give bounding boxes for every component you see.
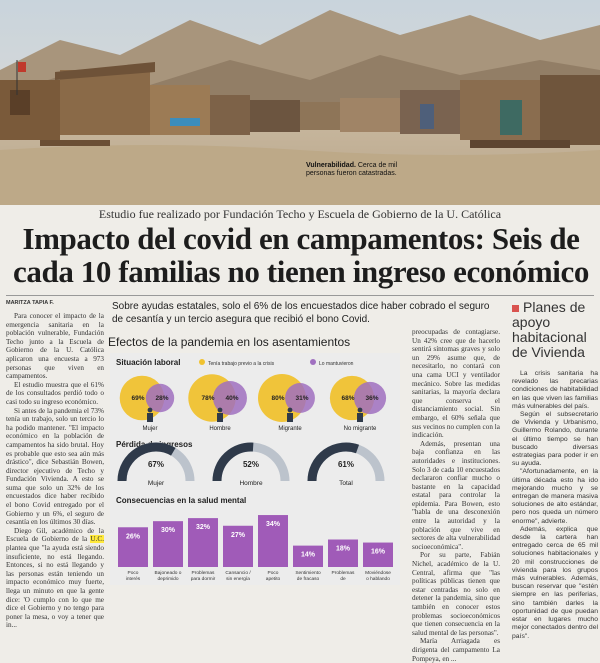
paragraph: La crisis sanitaria ha revelado las precarias condiciones de habitabilidad en las que viven las familias más vulnerables del país.	[512, 370, 598, 410]
group-label: Mujer	[142, 426, 158, 432]
headline-line-2: cada 10 familias no tienen ingreso económico	[13, 254, 589, 289]
bar-value-label: 18%	[335, 545, 351, 553]
bar-category-label: apetito	[265, 577, 281, 582]
headline	[6, 222, 596, 288]
bar-value-label: 34%	[265, 521, 281, 529]
bar-category-label: Problemas	[191, 571, 215, 576]
paragraph: El estudio muestra que el 61% de los consultados perdió todo o casi todo su ingreso económico.	[6, 380, 104, 406]
legend-label-after: Lo mantuvieron	[319, 361, 354, 367]
bar-category-label: o hablando	[366, 577, 390, 582]
value-label-before: 78%	[201, 395, 215, 402]
person-icon	[287, 413, 293, 422]
value-label-before: 80%	[271, 395, 285, 402]
campamento-photo	[0, 0, 600, 205]
bar-category-label: sin energía	[226, 577, 250, 582]
person-icon	[357, 413, 363, 422]
paragraph: Diego Gil, académico de la Escuela de Gobierno de la U.C. plantea que "la ayuda está siendo insuficiente, no está llegando. Entonces, si no está llegando y las personas están teniendo un impacto económico muy fuerte, llega un minuto en que la gente dice: 'O cumplo con lo que me dice el Gobierno y no tengo para poner la mesa, o voy a tener que in...	[6, 526, 104, 630]
bar-value-label: 27%	[230, 531, 246, 539]
bar-category-label: de fracaso	[296, 577, 320, 582]
bar-category-label: Poco	[127, 571, 139, 576]
article-column-3	[412, 328, 500, 663]
bar-category-label: Bajoneado o	[154, 571, 182, 576]
bar-category-label: de	[340, 577, 346, 582]
person-icon	[217, 413, 223, 422]
bar	[328, 540, 358, 568]
paragraph: María Arriagada es dirigenta del campamento La Pompeya, en ...	[412, 637, 500, 663]
paragraph: Por su parte, Fabián Nichel, académico de la U. Central, afirma que "las políticas públicas tienen que estar centradas no solo en detener la pandemia, sino que también en conocer estos problemas socioeconómicos que tienen consecuencia en la salud mental de las personas".	[412, 551, 500, 637]
gauge-value-label: 67%	[147, 460, 165, 469]
bar-category-label: Poco	[267, 571, 279, 576]
bar-value-label: 16%	[370, 548, 386, 556]
value-label-after: 28%	[155, 395, 169, 402]
paragraph: preocupadas de contagiarse. Un 42% cree que de hacerlo sentirá síntomas graves y solo un 29% asume que, de necesitarlo, no contará con una cama UCI y ventilador mecánico. Sobre las medidas sanitarias, la mayoría declara que conserva el distanciamiento social. Sin embargo, el 60% señala que sus vecinos no cumplen con la indicación.	[412, 328, 500, 440]
perdida-heading: Pérdida de ingresos	[116, 440, 193, 449]
gauge-label: Total	[339, 480, 353, 487]
red-square-icon	[512, 305, 519, 312]
paragraph: Según el subsecretario de Vivienda y Urbanismo, Guillermo Rolando, durante el último tiempo se han buscado diversas estrategias para poder ir en su ayuda.	[512, 411, 598, 468]
bar-value-label: 14%	[300, 551, 316, 559]
group-label: Migrante	[278, 426, 302, 432]
bar-category-label: Sentimiento	[295, 571, 321, 576]
sidebar-body	[512, 370, 598, 640]
bar-category-label: Problemas	[331, 571, 355, 576]
value-label-before: 69%	[131, 395, 145, 402]
gauge-label: Hombre	[239, 480, 263, 487]
paragraph: Para conocer el impacto de la emergencia sanitaria en la población vulnerable, Fundación Techo junto a la Escuela de Gobierno de la U. Católica aplicaron una encuesta a 973 personas que viven en campamentos.	[6, 312, 104, 381]
gauge-value-label: 61%	[337, 460, 355, 469]
person-icon	[288, 408, 293, 413]
photo-caption: Vulnerabilidad. Cerca de mil personas fueron catastradas.	[306, 162, 398, 177]
bar-value-label: 26%	[125, 533, 141, 541]
value-label-after: 40%	[225, 395, 239, 402]
person-icon	[147, 413, 153, 422]
paragraph: "Afortunadamente, en la última década esto ha ido mejorando mucho y se entregan de manera masiva soluciones de alto estándar, pero nos queda un número enorme", advierte.	[512, 468, 598, 525]
bar-category-label: deprimido	[157, 577, 179, 582]
person-icon	[148, 408, 153, 413]
infographic-title: Efectos de la pandemia en los asentamientos	[108, 335, 351, 349]
paragraph: Además, presentan una baja confianza en las autoridades e instituciones. Solo 3 de cada 10 encuestados declararon confiar mucho o bastante en la capacidad estatal para controlar la epidemia. Para Bowen, esto "habla de una desconexión entre la autoridad y la población que vive en sectores de alta vulnerabilidad socioeconómica".	[412, 439, 500, 551]
bar-category-label: Cansancio /	[225, 571, 251, 576]
lead-paragraph: Sobre ayudas estatales, solo el 6% de los encuestados dice haber cobrado el seguro de cesantía y un tercio asegura que recibió el bono Covid.	[112, 301, 490, 325]
bar-value-label: 32%	[195, 524, 211, 532]
divider	[6, 295, 594, 296]
highlighted-text: U.C.	[90, 535, 104, 544]
bar-category-label: interés	[125, 577, 141, 582]
kicker: Estudio fue realizado por Fundación Techo y Escuela de Gobierno de la U. Católica	[98, 207, 502, 221]
legend-swatch-before	[199, 359, 205, 365]
salud-heading: Consecuencias en la salud mental	[116, 496, 247, 505]
sidebar-title: Planes de apoyo habitacional de Vivienda	[512, 299, 587, 360]
person-icon	[218, 408, 223, 413]
group-label: Hombre	[209, 426, 231, 432]
infographic-chart	[106, 353, 406, 603]
infographic	[106, 335, 406, 600]
person-icon	[358, 408, 363, 413]
byline: MARITZA TAPIA F.	[6, 300, 54, 306]
article-column-1	[6, 312, 104, 630]
situacion-heading: Situación laboral	[116, 358, 181, 367]
bar-category-label: para dormir	[190, 577, 216, 582]
bar-value-label: 30%	[160, 527, 176, 535]
paragraph: Además, explica que desde la cartera han entregado cerca de 65 mil soluciones habitacionales y 20 mil construcciones de vivienda para los grupos más vulnerables. Además, buscan reservar que "estén siempre en las periferias, sino también darles la oportunidad de que puedan estar en lugares mucho mejor conectados dentro del país".	[512, 525, 598, 640]
bar-category-label: Moviéndose	[365, 571, 391, 576]
paragraph: Si antes de la pandemia el 73% tenía un trabajo, solo un tercio lo ha podido mantener. "El impacto económico en la población de campamentos ha sido brutal. Hoy es probable que esto sea aún más drástico", dice Sebastián Bowen, director ejecutivo de Techo y Fundación Vivienda. A esto se suma que solo un 32% de los encuestados dice haber recibido el bono Covid entregado por el Gobierno y un 6%, el seguro de cesantía en los últimos 30 días.	[6, 406, 104, 527]
legend-swatch-after	[310, 359, 316, 365]
headline-line-1: Impacto del covid en campamentos: Seis de	[22, 221, 580, 256]
gauge-value-label: 52%	[242, 460, 260, 469]
value-label-after: 31%	[295, 395, 309, 402]
value-label-before: 68%	[341, 395, 355, 402]
group-label: No migrante	[343, 426, 377, 432]
legend-label-before: Tenía trabajo previo a la crisis	[208, 361, 275, 367]
gauge-label: Mujer	[147, 480, 165, 487]
value-label-after: 36%	[365, 395, 379, 402]
